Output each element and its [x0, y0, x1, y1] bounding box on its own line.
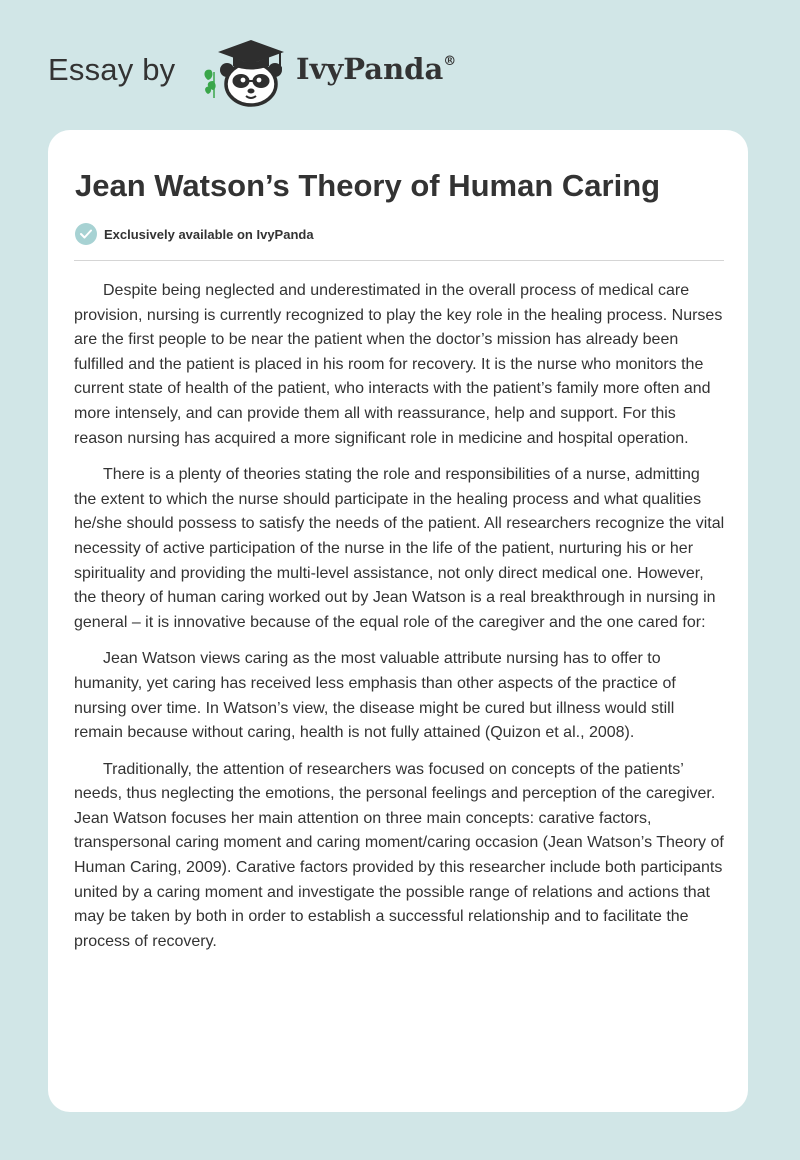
brand-prefix: Essay by — [48, 52, 176, 87]
brand-name[interactable]: IvyPanda® — [296, 52, 457, 86]
essay-title: Jean Watson’s Theory of Human Caring — [75, 168, 661, 203]
site-header — [48, 36, 488, 108]
divider — [74, 260, 724, 261]
paragraph: Despite being neglected and underestimated in the overall process of medical care provision, nursing is currently recognized to play the key role in the healing process. Nurses are the first people to be near the patient when the doctor’s mission has already been fulfilled and the patient is placed in his room for recovery. It is the nurse who monitors the current state of health of the patient, who interacts with the patient’s family more often and more intensely, and can provide them all with reassurance, help and support. For this reason nursing has acquired a more significant role in medicine and hospital operation. — [74, 282, 723, 447]
essay-card — [48, 130, 748, 1112]
panda-logo-icon[interactable] — [200, 36, 296, 108]
exclusive-badge-label: Exclusively available on IvyPanda — [104, 226, 314, 242]
paragraph: Jean Watson views caring as the most valuable attribute nursing has to offer to humanity, yet caring has received less emphasis than other aspects of the practice of nursing over time. In Watson’s view, the disease might be cured but illness would still remain because without caring, health is not fully attained (Quizon et al., 2008). — [74, 650, 676, 742]
exclusive-badge — [75, 222, 314, 246]
paragraph: There is a plenty of theories stating the role and responsibilities of a nurse, admitting the extent to which the nurse should participate in the healing process and what qualities he/she should possess to satisfy the needs of the patient. All researchers recognize the vital necessity of active participation of the nurse in the life of the patient, nurturing his or her spirituality and providing the multi-level assistance, not only direct medical one. However, the theory of human caring worked out by Jean Watson is a real breakthrough in nursing in general – it is innovative because of the equal role of the caregiver and the one cared for: — [74, 466, 725, 631]
essay-body — [74, 279, 726, 966]
registered-mark: ® — [443, 54, 457, 69]
paragraph: Traditionally, the attention of researchers was focused on concepts of the patients’ needs, thus neglecting the emotions, the personal feelings and perception of the caregiver. Jean Watson focuses her main attention on three main concepts: carative factors, transpersonal caring moment and caring moment/caring occasion (Jean Watson’s Theory of Human Caring, 2009). Carative factors provided by this researcher include both participants united by a caring moment and investigate the possible range of relations and actions that may be taken by both in order to establish a successful relationship and to facilitate the process of recovery. — [74, 760, 724, 950]
check-icon — [75, 223, 97, 245]
